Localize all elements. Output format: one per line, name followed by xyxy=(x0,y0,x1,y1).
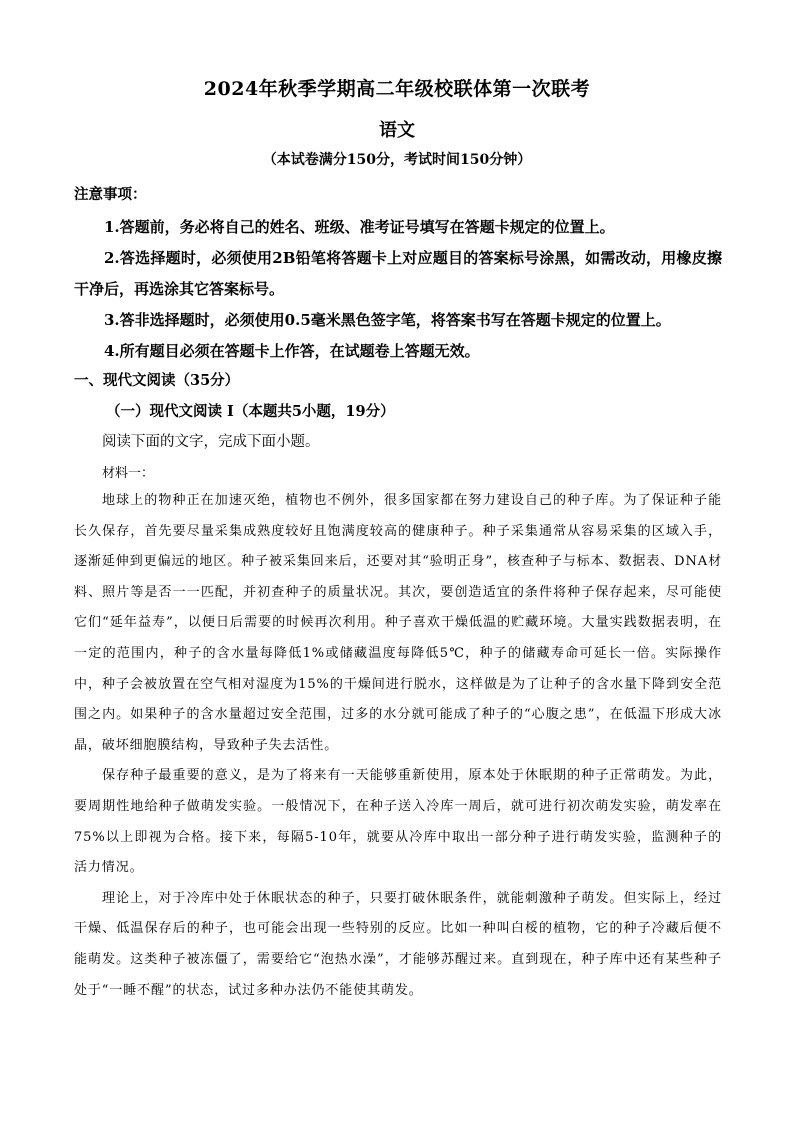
notice-heading: 注意事项： xyxy=(74,186,147,203)
notice-list xyxy=(74,212,722,367)
notice-item: 4.所有题目必须在答题卡上作答，在试题卷上答题无效。 xyxy=(104,342,480,360)
material-paragraph: 理论上，对于冷库中处于休眠状态的种子，只要打破休眠条件，就能刺激种子萌发。但实际上，经过干燥、低温保存后的种子，也可能会出现一些特别的反应。比如一种叫白桵的植物，它的种子冷藏后便不能萌发。这类种子被冻僵了，需要给它“泡热水澡”，才能够苏醒过来。直到现在，种子库中还有某些种子处于“一睡不醒”的状态，试过多种办法仍不能使其萌发。 xyxy=(74,890,722,998)
material-paragraph: 保存种子最重要的意义，是为了将来有一天能够重新使用，原本处于休眠期的种子正常萌发。为此，要周期性地给种子做萌发实验。一般情况下，在种子送入冷库一周后，就可进行初次萌发实验，萌发率在75%以上即视为合格。接下来，每隔5-10年，就要从冷库中取出一部分种子进行萌发实验，监测种子的活力情况。 xyxy=(74,768,722,876)
notice-item: 3.答非选择题时，必须使用0.5毫米黑色签字笔，将答案书写在答题卡规定的位置上。 xyxy=(104,311,671,329)
material-paragraph: 地球上的物种正在加速灭绝，植物也不例外，很多国家都在努力建设自己的种子库。为了保证种子能长久保存，首先要尽量采集成熟度较好且饱满度较高的健康种子。种子采集通常从容易采集的区域入手，逐渐延伸到更偏远的地区。种子被采集回来后，还要对其“验明正身”，核查种子与标本、数据表、DNA材料、照片等是否一一匹配，并初查种子的质量状况。其次，要创造适宜的条件将种子保存起来，尽可能使它们“延年益寿”，以便日后需要的时候再次利用。种子喜欢干燥低温的贮藏环境。大量实践数据表明，在一定的范围内，种子的含水量每降低1%或储藏温度每降低5℃，种子的储藏寿命可延长一倍。实际操作中，种子会被放置在空气相对湿度为15%的干燥间进行脱水，这样做是为了让种子的含水量下降到安全范围之内。如果种子的含水量超过安全范围，过多的水分就可能成了种子的“心腹之患”，在低温下形成大冰晶，破坏细胞膜结构，导致种子失去活性。 xyxy=(74,493,722,753)
subsection-heading: （一）现代文阅读 I（本题共5小题，19分） xyxy=(106,403,395,420)
exam-info: （本试卷满分150分，考试时间150分钟） xyxy=(262,152,532,168)
material-label: 材料一： xyxy=(102,466,155,481)
notice-item: 1.答题前，务必将自己的姓名、班级、准考证号填写在答题卡规定的位置上。 xyxy=(104,218,615,236)
exam-title: 2024年秋季学期高二年级校联体第一次联考 xyxy=(203,78,591,100)
subject-title: 语文 xyxy=(379,120,415,141)
reading-instruction: 阅读下面的文字，完成下面小题。 xyxy=(102,434,320,450)
section-heading: 一、现代文阅读（35分） xyxy=(74,372,240,389)
notice-item: 2.答选择题时，必须使用2B铅笔将答题卡上对应题目的答案标号涂黑，如需改动，用橡皮擦干净后，再选涂其它答案标号。 xyxy=(74,249,722,298)
material-text xyxy=(74,486,722,1006)
